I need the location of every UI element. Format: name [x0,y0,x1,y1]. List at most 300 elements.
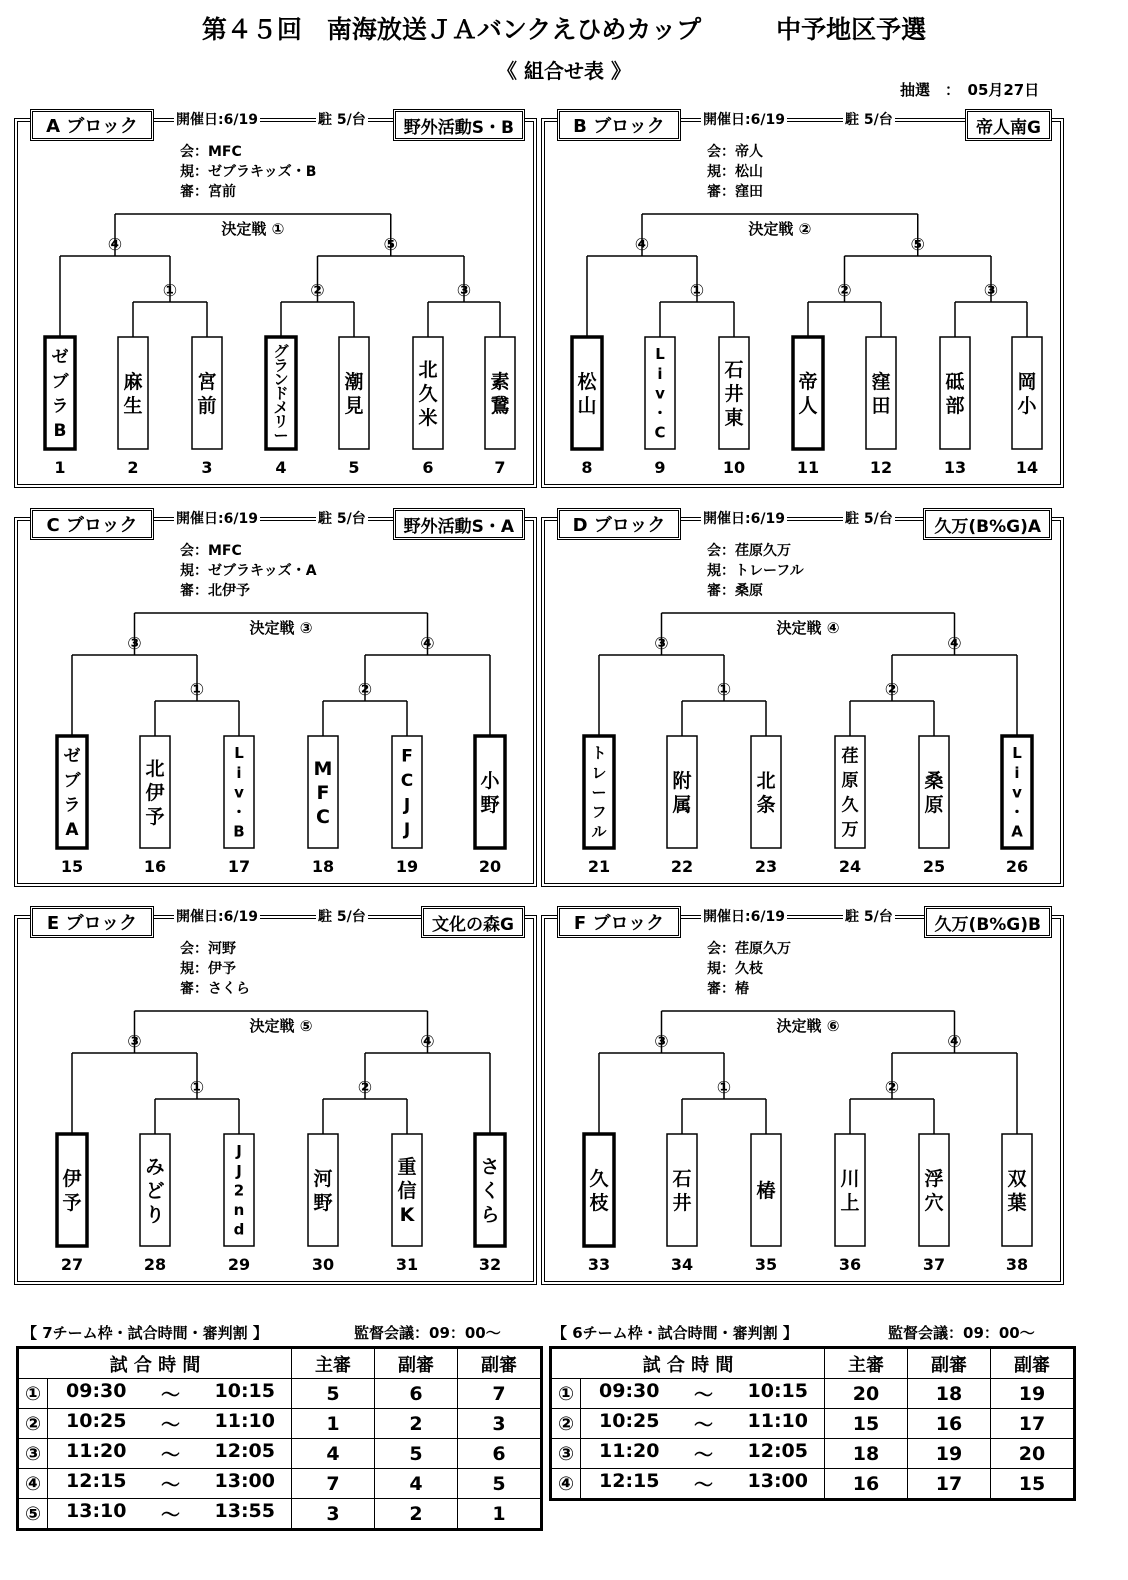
main-referee: 15 [825,1409,908,1439]
block-c [14,511,537,887]
official-line: 審：さくら [180,981,250,997]
team-entry [719,337,749,477]
assistant-referee: 7 [458,1379,542,1409]
team-number: 26 [1005,857,1029,876]
match-number: ④ [947,634,962,654]
official-line: 規：久枝 [707,961,763,977]
time-start: 10:25 [66,1410,127,1432]
team-entry [919,1134,949,1274]
team-entry [475,736,505,876]
block-e [14,909,537,1285]
assistant-referee: 19 [991,1379,1075,1409]
match-number: ② [357,680,373,700]
team-number: 2 [127,458,139,477]
team-number: 33 [587,1255,611,1274]
team-entry [485,337,515,477]
team-name: 潮見 [344,370,364,417]
assistant-referee: 20 [991,1439,1075,1469]
match-time [581,1469,825,1500]
team-entry [392,736,422,876]
team-box-seeded [572,337,602,449]
match-number: ② [310,281,325,301]
team-name: 北伊予 [145,757,165,828]
team-entry [140,1134,170,1274]
schedule-header: 主審 [825,1348,908,1379]
block-label: F ブロック [557,906,681,938]
match-number: ① [716,1078,732,1098]
match-number: ③ [983,281,999,301]
team-number: 24 [838,857,862,876]
block-date: 開催日:6/19 [701,508,787,528]
schedule-header: 試 合 時 間 [18,1348,292,1379]
team-name: 窪田 [871,370,891,417]
time-start: 13:10 [66,1500,127,1522]
team-number: 5 [348,458,360,477]
match-number: ⑤ [383,235,398,255]
assistant-referee: 19 [908,1439,991,1469]
team-name: 宮前 [197,370,217,417]
block-date: 開催日:6/19 [701,109,787,129]
team-name: F C J J [400,746,414,840]
block-label: E ブロック [30,906,154,938]
match-number: ③ [456,281,472,301]
block-venue: 久万(B%G)B [924,906,1052,938]
team-name: トレーフル [591,744,607,841]
team-box [667,1134,697,1246]
schedule-header: 副審 [375,1348,458,1379]
block-b [541,112,1064,488]
time-sep: ～ [693,1444,713,1466]
schedule-header-row [18,1348,542,1379]
team-box [940,337,970,449]
match-time [581,1409,825,1439]
schedule-header: 副審 [458,1348,542,1379]
team-name: 重信 K [397,1155,417,1226]
match-number: ④ [18,1469,48,1499]
team-entry [475,1134,505,1274]
time-start: 11:20 [66,1440,127,1462]
official-line: 会：荏原久万 [707,543,791,559]
time-end: 13:55 [214,1500,275,1522]
bracket-diagram [18,521,533,883]
team-box [835,1134,865,1246]
team-name: L i v ・ B [231,744,247,841]
time-end: 12:05 [747,1440,808,1462]
team-name: 帝人 [798,370,818,417]
team-entry [584,736,614,876]
team-name: ゼブラ B [51,347,69,441]
block-f [541,909,1064,1285]
team-number: 22 [670,857,694,876]
official-line: 規：ゼブラキッズ・A [180,563,317,579]
team-number: 16 [143,857,167,876]
match-number: ① [551,1379,581,1409]
match-number: ③ [654,634,669,654]
assistant-referee: 17 [991,1409,1075,1439]
time-start: 10:25 [599,1410,660,1432]
team-entry [919,736,949,876]
bracket-diagram [18,122,533,484]
team-number: 35 [754,1255,778,1274]
team-entry [667,736,697,876]
team-box [919,1134,949,1246]
match-number: ⑤ [910,235,925,255]
team-number: 38 [1005,1255,1029,1274]
time-sep: ～ [160,1504,180,1526]
draw-date: 抽選 ： 05月27日 [900,81,1040,99]
time-end: 10:15 [214,1380,275,1402]
match-number: ③ [654,1032,669,1052]
team-entry [793,337,823,477]
team-entry [835,736,865,876]
bracket-diagram [18,919,533,1281]
assistant-referee: 17 [908,1469,991,1500]
team-name: 岡小 [1017,370,1037,417]
team-number: 20 [478,857,502,876]
team-entry [140,736,170,876]
time-sep: ～ [160,1384,180,1406]
bracket-diagram [545,919,1060,1281]
match-number: ③ [127,1032,142,1052]
team-name: 久枝 [589,1167,609,1214]
match-number: ① [716,680,732,700]
team-number: 13 [943,458,967,477]
official-line: 規：松山 [707,164,763,180]
official-line: 会：MFC [180,543,242,559]
official-line: 審：桑原 [707,583,763,599]
team-entry [751,1134,781,1274]
team-number: 29 [227,1255,251,1274]
team-box [118,337,148,449]
team-entry [308,1134,338,1274]
team-entry [392,1134,422,1274]
meeting-time-6: 監督会議：09：00～ [888,1324,1035,1342]
main-referee: 18 [825,1439,908,1469]
final-match-label: 決定戦 ③ [249,619,313,637]
block-label: B ブロック [557,109,681,141]
team-entry [667,1134,697,1274]
team-name: みどり [145,1155,165,1226]
team-number: 36 [838,1255,862,1274]
team-entry [835,1134,865,1274]
schedule-header-row [551,1348,1075,1379]
official-line: 会：MFC [180,144,242,160]
block-date: 開催日:6/19 [174,906,260,926]
team-name: 双葉 [1007,1167,1027,1214]
assistant-referee: 4 [375,1469,458,1499]
team-name: 桑原 [924,769,944,816]
final-match-label: 決定戦 ⑥ [776,1017,840,1035]
team-name: J J 2 n d [233,1142,245,1239]
team-entry [224,736,254,876]
match-time [48,1409,292,1439]
match-number: ① [189,1078,205,1098]
main-referee: 3 [292,1499,375,1530]
match-number: ④ [947,1032,962,1052]
official-line: 規：伊予 [180,961,236,977]
time-start: 11:20 [599,1440,660,1462]
team-entry [339,337,369,477]
team-number: 3 [201,458,213,477]
team-box [667,736,697,848]
team-number: 8 [581,458,593,477]
match-number: ② [18,1409,48,1439]
time-start: 12:15 [66,1470,127,1492]
time-end: 11:10 [747,1410,808,1432]
official-line: 会：荏原久万 [707,941,791,957]
match-number: ② [884,1078,900,1098]
match-number: ③ [127,634,142,654]
time-sep: ～ [160,1444,180,1466]
assistant-referee: 6 [375,1379,458,1409]
team-entry [118,337,148,477]
schedule-header: 副審 [908,1348,991,1379]
team-entry [308,736,338,876]
team-name: 石井 [672,1167,692,1214]
team-name: 石井東 [724,358,744,429]
team-name: L i v ・ A [1009,744,1025,841]
team-entry [224,1134,254,1274]
team-number: 30 [311,1255,335,1274]
time-sep: ～ [693,1474,713,1496]
team-number: 23 [754,857,778,876]
schedule-row [18,1409,542,1439]
main-referee: 5 [292,1379,375,1409]
team-number: 15 [60,857,84,876]
schedule-row [18,1439,542,1469]
block-label: C ブロック [30,508,154,540]
team-number: 32 [478,1255,502,1274]
team-box [1012,337,1042,449]
team-box [308,1134,338,1246]
match-number: ④ [420,634,435,654]
match-number: ① [18,1379,48,1409]
assistant-referee: 6 [458,1439,542,1469]
final-match-label: 決定戦 ② [748,220,812,238]
team-entry [1002,1134,1032,1274]
match-time [581,1379,825,1409]
team-name: 小野 [480,769,500,816]
match-number: ⑤ [18,1499,48,1530]
team-box [919,736,949,848]
assistant-referee: 2 [375,1409,458,1439]
team-number: 1 [54,458,66,477]
block-date: 開催日:6/19 [174,508,260,528]
team-name: 砥部 [945,370,965,417]
match-number: ③ [551,1439,581,1469]
match-time [48,1379,292,1409]
block-parking: 駐 5/台 [316,906,368,926]
schedule-table-7 [16,1346,543,1531]
team-box-seeded [793,337,823,449]
match-number: ① [189,680,205,700]
team-entry [57,736,87,876]
team-box [192,337,222,449]
block-parking: 駐 5/台 [316,508,368,528]
team-number: 4 [275,458,287,477]
team-number: 34 [670,1255,694,1274]
team-name: 附属 [672,769,692,816]
final-match-label: 決定戦 ④ [776,619,840,637]
schedule-row [18,1379,542,1409]
assistant-referee: 16 [908,1409,991,1439]
team-name: 素鵞 [490,370,510,417]
bracket-diagram [545,521,1060,883]
team-box [485,337,515,449]
team-number: 14 [1015,458,1039,477]
team-entry [413,337,443,477]
block-parking: 駐 5/台 [843,906,895,926]
match-number: ① [689,281,705,301]
block-label: A ブロック [30,109,154,141]
team-entry [57,1134,87,1274]
assistant-referee: 2 [375,1499,458,1530]
official-line: 会：河野 [180,941,236,957]
team-name: M F C [313,757,333,828]
bracket-diagram [545,122,1060,484]
time-start: 09:30 [599,1380,660,1402]
team-number: 37 [922,1255,946,1274]
match-number: ④ [107,235,123,255]
team-entry [572,337,602,477]
official-line: 審：北伊予 [180,583,250,599]
team-number: 27 [60,1255,84,1274]
team-entry [940,337,970,477]
schedule-table-6 [549,1346,1076,1501]
team-number: 11 [796,458,820,477]
team-name: さくら [480,1155,500,1226]
block-date: 開催日:6/19 [174,109,260,129]
schedule-row [551,1439,1075,1469]
team-entry [1012,337,1042,477]
team-number: 9 [654,458,666,477]
team-number: 19 [395,857,419,876]
match-number: ③ [18,1439,48,1469]
block-venue: 久万(B%G)A [923,508,1052,540]
team-number: 6 [422,458,434,477]
team-name: 北条 [756,769,776,816]
time-start: 12:15 [599,1470,660,1492]
match-number: ② [884,680,900,700]
team-name: ゼブラ A [63,746,81,840]
match-number: ④ [634,235,650,255]
match-number: ② [357,1078,373,1098]
team-number: 28 [143,1255,167,1274]
assistant-referee: 5 [375,1439,458,1469]
schedule-row [18,1469,542,1499]
time-sep: ～ [160,1474,180,1496]
main-referee: 20 [825,1379,908,1409]
match-number: ④ [551,1469,581,1500]
team-name: 浮穴 [924,1167,944,1214]
main-referee: 16 [825,1469,908,1500]
team-box [751,736,781,848]
team-box-seeded [584,1134,614,1246]
main-referee: 7 [292,1469,375,1499]
team-entry [645,337,675,477]
team-box [339,337,369,449]
team-name: L i v ・ C [652,345,668,442]
official-line: 会：帝人 [707,144,763,160]
page-subtitle: 《 組合せ表 》 [497,59,631,83]
block-venue: 野外活動S・A [393,508,525,540]
block-venue: 野外活動S・B [393,109,525,141]
official-line: 審：椿 [707,981,749,997]
match-time [581,1439,825,1469]
block-venue: 文化の森G [421,906,525,938]
team-name: 伊予 [62,1167,82,1214]
team-entry [192,337,222,477]
team-name: 北久米 [418,358,438,429]
team-entry [266,337,296,477]
meeting-time-7: 監督会議：09：00～ [354,1324,501,1342]
time-end: 13:00 [747,1470,808,1492]
final-match-label: 決定戦 ① [221,220,285,238]
official-line: 規：トレーフル [707,563,804,579]
team-number: 31 [395,1255,419,1274]
team-name: 松山 [577,370,597,417]
time-sep: ～ [693,1384,713,1406]
team-entry [45,337,75,477]
schedule-title-6: 【 6チーム枠・試合時間・審判割 】 [552,1324,798,1342]
time-start: 09:30 [66,1380,127,1402]
team-entry [866,337,896,477]
team-name: 河野 [313,1167,333,1214]
team-name: グランドメリー [273,342,289,445]
main-referee: 4 [292,1439,375,1469]
team-number: 21 [587,857,611,876]
team-name: 椿 [756,1179,776,1202]
team-entry [751,736,781,876]
schedule-header: 主審 [292,1348,375,1379]
block-d [541,511,1064,887]
team-name: 麻生 [123,370,143,417]
match-time [48,1439,292,1469]
time-sep: ～ [693,1414,713,1436]
team-box-seeded [475,736,505,848]
block-venue: 帝人南G [965,109,1052,141]
match-time [48,1469,292,1499]
time-end: 10:15 [747,1380,808,1402]
assistant-referee: 5 [458,1469,542,1499]
official-line: 規：ゼブラキッズ・B [180,164,317,180]
time-sep: ～ [160,1414,180,1436]
block-parking: 駐 5/台 [843,109,895,129]
schedule-header: 副審 [991,1348,1075,1379]
team-entry [1002,736,1032,876]
time-end: 11:10 [214,1410,275,1432]
time-end: 12:05 [214,1440,275,1462]
team-box-seeded [57,1134,87,1246]
team-box [866,337,896,449]
schedule-row [551,1469,1075,1500]
schedule-row [18,1499,542,1530]
assistant-referee: 18 [908,1379,991,1409]
block-date: 開催日:6/19 [701,906,787,926]
match-number: ② [837,281,852,301]
team-number: 12 [869,458,893,477]
schedule-title-7: 【 7チーム枠・試合時間・審判割 】 [22,1324,268,1342]
team-name: 川上 [840,1167,860,1214]
schedule-row [551,1379,1075,1409]
schedule-row [551,1409,1075,1439]
schedule-header: 試 合 時 間 [551,1348,825,1379]
block-label: D ブロック [557,508,681,540]
team-name: 荏原久万 [841,746,859,840]
match-number: ④ [420,1032,435,1052]
team-box [1002,1134,1032,1246]
page-title: 第４５回 南海放送ＪＡバンクえひめカップ 中予地区予選 [201,15,927,44]
